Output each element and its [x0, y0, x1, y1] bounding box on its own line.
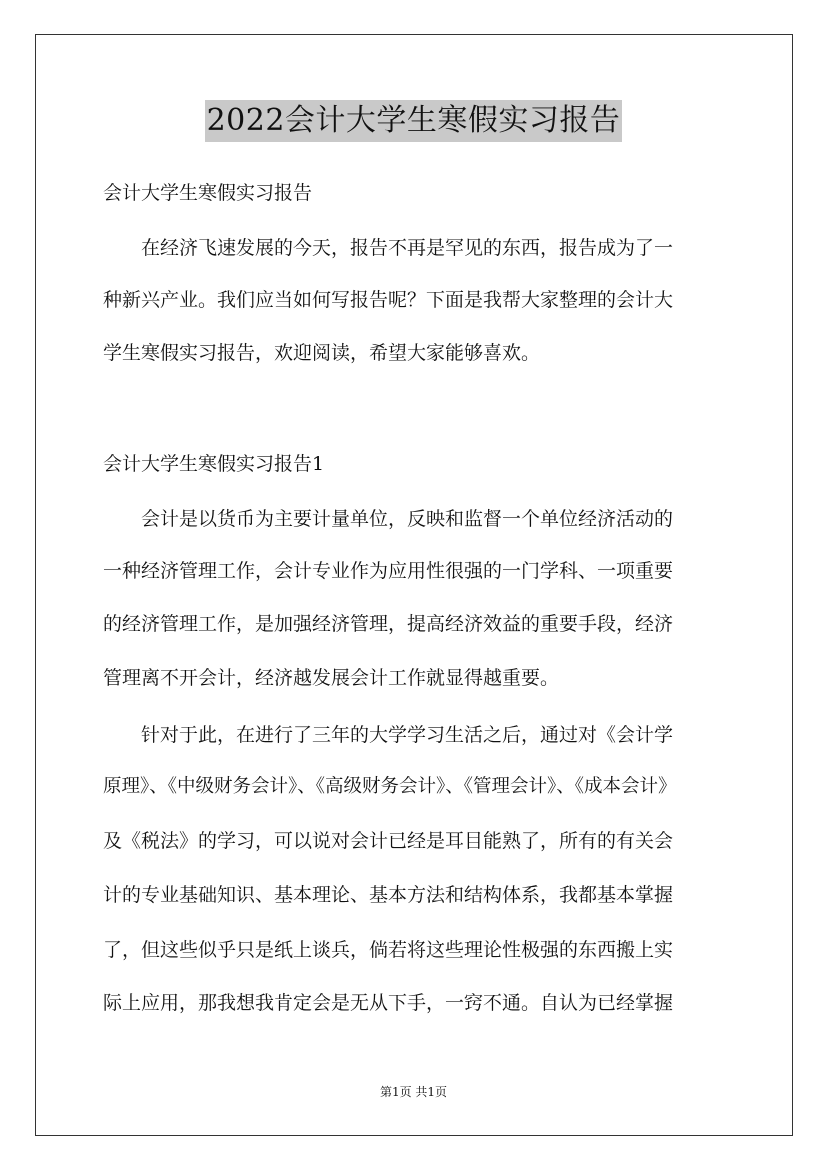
- intro-line-1: 在经济飞速发展的今天，报告不再是罕见的东西，报告成为了一: [141, 237, 674, 259]
- para2-line-3: 及《税法》的学习，可以说对会计已经是耳目能熟了，所有的有关会: [103, 830, 674, 852]
- para2-line-5: 了，但这些似乎只是纸上谈兵，倘若将这些理论性极强的东西搬上实: [103, 939, 674, 961]
- section1-heading: 会计大学生寒假实习报告1: [103, 453, 325, 475]
- intro-line-2: 种新兴产业。我们应当如何写报告呢？下面是我帮大家整理的会计大: [103, 289, 674, 311]
- document-title: 2022会计大学生寒假实习报告: [205, 100, 623, 142]
- para2-line-2: 原理》、《中级财务会计》、《高级财务会计》、《管理会计》、《成本会计》: [103, 776, 677, 797]
- intro-line-3: 学生寒假实习报告，欢迎阅读，希望大家能够喜欢。: [103, 342, 541, 364]
- title-wrap: [0, 100, 827, 142]
- para1-line-2: 一种经济管理工作，会计专业作为应用性很强的一门学科、一项重要: [103, 560, 674, 582]
- para2-line-6: 际上应用，那我想我肯定会是无从下手，一窍不通。自认为已经掌握: [103, 992, 674, 1014]
- para1-line-3: 的经济管理工作，是加强经济管理，提高经济效益的重要手段，经济: [103, 613, 674, 635]
- page-footer: 第1页 共1页: [379, 1085, 448, 1099]
- document-subtitle: 会计大学生寒假实习报告: [103, 182, 313, 204]
- para2-line-1: 针对于此，在进行了三年的大学学习生活之后，通过对《会计学: [141, 724, 674, 746]
- para1-line-4: 管理离不开会计，经济越发展会计工作就显得越重要。: [103, 667, 560, 689]
- para1-line-1: 会计是以货币为主要计量单位，反映和监督一个单位经济活动的: [141, 508, 674, 530]
- para2-line-4: 计的专业基础知识、基本理论、基本方法和结构体系，我都基本掌握: [103, 884, 674, 906]
